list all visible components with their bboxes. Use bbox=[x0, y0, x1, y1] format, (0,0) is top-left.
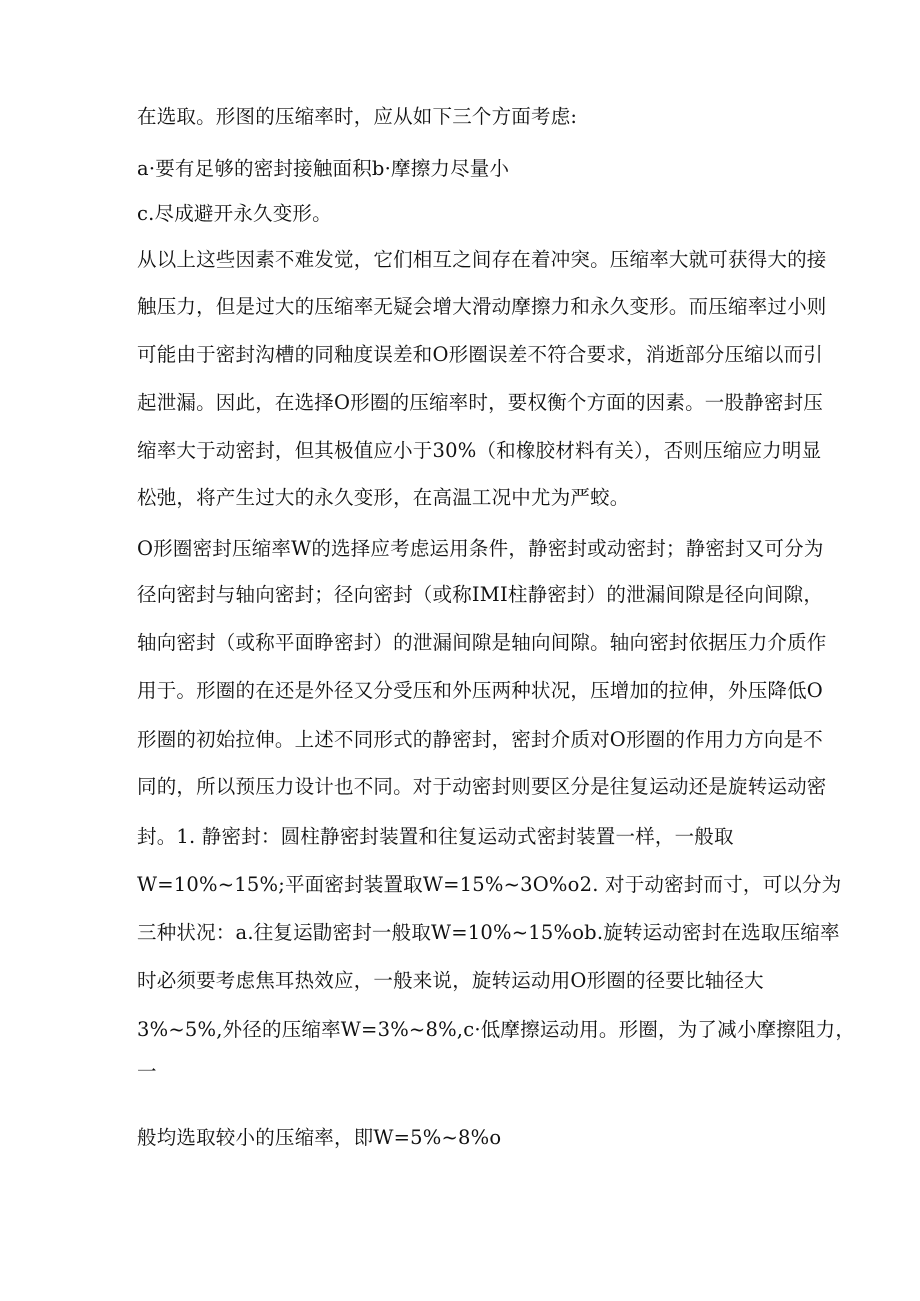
text-line: 在选取。形图的压缩率时，应从如下三个方面考虑: bbox=[137, 105, 578, 128]
text-line: 可能由于密封沟槽的同釉度误差和O形圈误差不符合要求，消逝部分压缩以而引 bbox=[137, 343, 823, 366]
text-line: 从以上这些因素不难发觉，它们相互之间存在着冲突。压缩率大就可获得大的接 bbox=[137, 248, 827, 271]
text-line: 缩率大于动密封，但其极值应小于30%（和橡胶材料有关），否则压缩应力明显 bbox=[137, 439, 822, 462]
text-line: 3%~5%,外径的压缩率W=3%~8%,c·低摩擦运动用。形圈，为了减小摩擦阻力， bbox=[137, 1018, 856, 1041]
text-line: W=10%~15%;平面密封装置取W=15%~3O%o2. 对于动密封而寸，可以分为 bbox=[137, 873, 842, 896]
text-line: 用于。形圈的在还是外径又分受压和外压两种状况，压增加的拉伸，外压降低O bbox=[137, 679, 823, 702]
text-line: 一 bbox=[137, 1060, 157, 1083]
text-line: 径向密封与轴向密封；径向密封（或称IMI柱静密封）的泄漏间隙是径向间隙， bbox=[137, 583, 824, 606]
text-line: 形圈的初始拉伸。上述不同形式的静密封，密封介质对O形圈的作用力方向是不 bbox=[137, 728, 823, 751]
text-line: 封。1. 静密封：圆柱静密封装置和往复运动式密封装置一样，一般取 bbox=[137, 825, 734, 848]
text-line: 轴向密封（或称平面睁密封）的泄漏间隙是轴向间隙。轴向密封依据压力介质作 bbox=[137, 631, 827, 654]
text-line: a·要有足够的密封接触面积b·摩擦力尽量小 bbox=[137, 157, 510, 180]
text-line: 三种状况：a.往复运勖密封一般取W=10%~15%ob.旋转运动密封在选取压缩率 bbox=[137, 921, 840, 944]
text-line: 时必须要考虑焦耳热效应，一般来说，旋转运动用O形圈的径要比轴径大 bbox=[137, 969, 764, 992]
text-line: 触压力，但是过大的压缩率无疑会增大滑动摩擦力和永久变形。而压缩率过小则 bbox=[137, 295, 827, 318]
text-line: 同的，所以预压力设计也不同。对于动密封则要区分是往复运动还是旋转运动密 bbox=[137, 775, 827, 798]
text-line: c.尽成避开永久变形。 bbox=[137, 202, 332, 225]
text-line: 般均选取较小的压缩率，即W=5%~8%o bbox=[137, 1126, 502, 1149]
text-line: 松弛，将产生过大的永久变形，在高温工况中尤为严蛟。 bbox=[137, 486, 630, 509]
text-line: 起泄漏。因此，在选择O形圈的压缩率时，要权衡个方面的因素。一股静密封压 bbox=[137, 391, 823, 414]
text-line: O形圈密封压缩率W的选择应考虑运用条件，静密封或动密封；静密封又可分为 bbox=[137, 537, 824, 560]
